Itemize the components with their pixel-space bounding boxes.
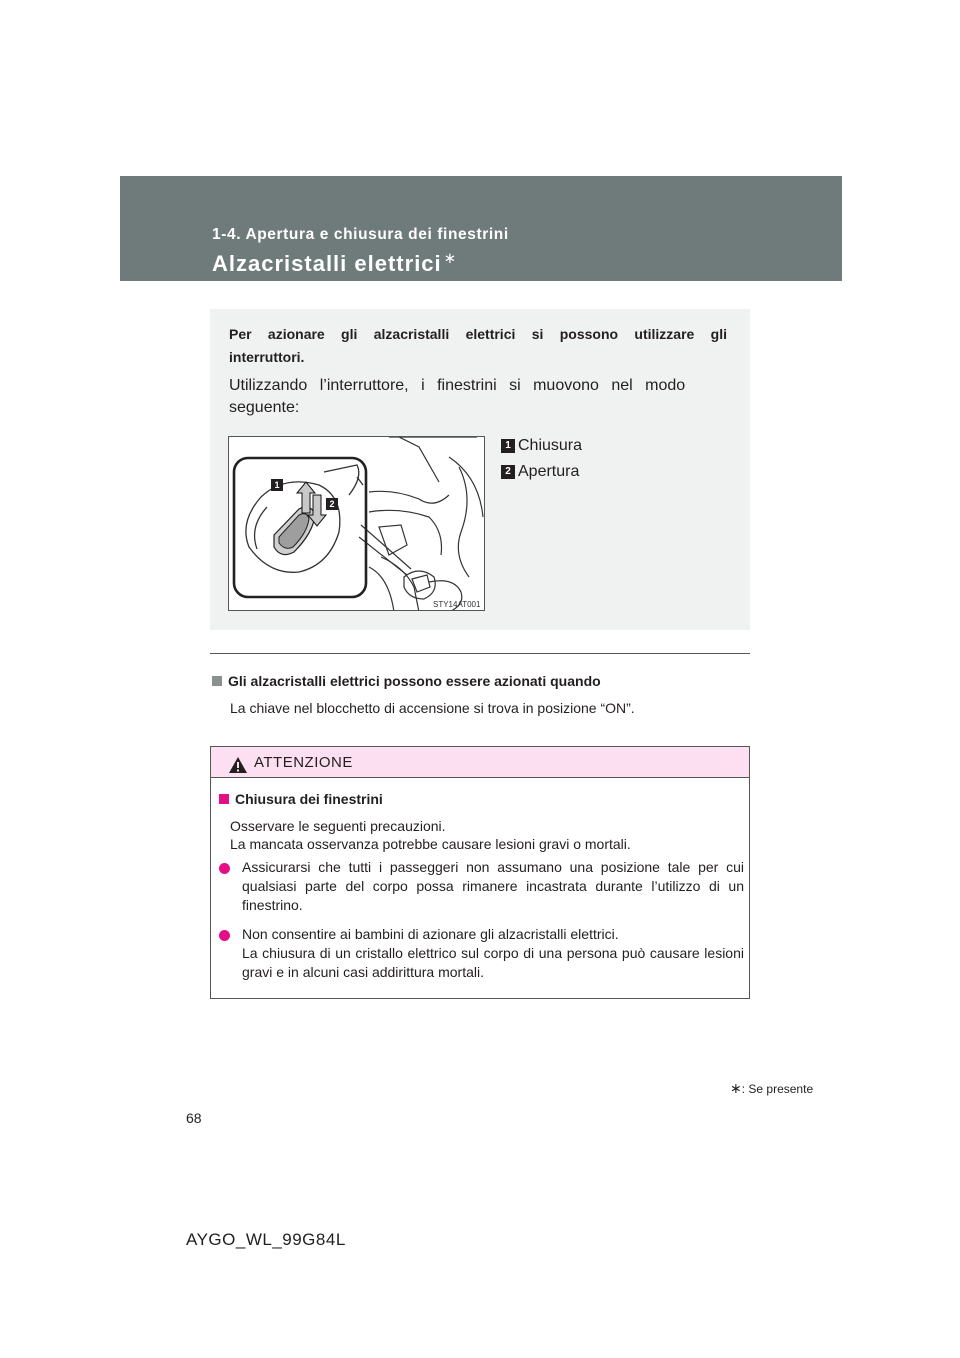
intro-text-line2: seguente: xyxy=(229,399,300,416)
callout-2-text: 2 xyxy=(329,499,335,509)
warning-triangle-icon xyxy=(228,756,248,774)
footnote xyxy=(730,1080,813,1097)
warning-header xyxy=(211,747,749,778)
section-title: 1-4. Apertura e chiusura dei finestrini xyxy=(212,226,509,243)
legend-item-open xyxy=(501,459,582,485)
bullet-dot-icon xyxy=(219,863,230,874)
page-number: 68 xyxy=(186,1110,202,1126)
warning-line1: Osservare le seguenti precauzioni. xyxy=(230,818,446,834)
intro-panel xyxy=(210,309,750,630)
note-heading xyxy=(212,673,601,689)
intro-text-line1: Utilizzando l’interruttore, i finestrini si muovono nel modo xyxy=(229,377,686,394)
warning-bullet-1: Assicurarsi che tutti i passeggeri non assumano una posizione tale per cui qualsiasi parte del corpo possa rimanere incastrata durante l’utilizzo di un finestrino. xyxy=(242,859,744,913)
square-bullet-icon xyxy=(219,794,229,804)
switch-illustration xyxy=(229,437,485,611)
page-title-text: Alzacristalli elettrici xyxy=(212,251,442,276)
legend-label: Apertura xyxy=(518,463,580,480)
warning-box xyxy=(210,746,750,999)
warning-subheading-text: Chiusura dei finestrini xyxy=(235,791,383,807)
chapter-header xyxy=(120,176,842,281)
warning-bullet-2-line2: La chiusura di un cristallo elettrico sul corpo di una persona può causare lesioni gravi e in alcuni casi addirittura mortali. xyxy=(242,945,744,980)
legend-item-close xyxy=(501,433,582,459)
legend-number: 2 xyxy=(501,465,515,479)
callout-1-text: 1 xyxy=(274,480,280,490)
note-text: La chiave nel blocchetto di accensione si trova in posizione “ON”. xyxy=(230,700,635,716)
figure-code: STY14AT001 xyxy=(433,600,481,609)
document-code: AYGO_WL_99G84L xyxy=(186,1230,346,1249)
optional-mark: ∗ xyxy=(443,250,458,267)
warning-title: ATTENZIONE xyxy=(254,754,353,771)
footnote-symbol: ∗ xyxy=(730,1080,742,1096)
bullet-dot-icon xyxy=(219,930,230,941)
intro-bold-text: Per azionare gli alzacristalli elettrici si possono utilizzare gli interruttori. xyxy=(229,326,727,365)
page-title xyxy=(212,249,457,277)
warning-subheading xyxy=(219,791,383,807)
power-window-switch-figure xyxy=(228,436,485,611)
warning-line2: La mancata osservanza potrebbe causare lesioni gravi o mortali. xyxy=(230,836,631,852)
figure-legend xyxy=(501,433,582,485)
warning-bullet-2-line1: Non consentire ai bambini di azionare gli alzacristalli elettrici. xyxy=(242,926,619,942)
square-bullet-icon xyxy=(212,676,222,686)
section-divider xyxy=(210,653,750,654)
legend-number: 1 xyxy=(501,439,515,453)
legend-label: Chiusura xyxy=(518,437,583,454)
footnote-text: : Se presente xyxy=(741,1082,814,1096)
note-heading-text: Gli alzacristalli elettrici possono essere azionati quando xyxy=(228,673,601,689)
